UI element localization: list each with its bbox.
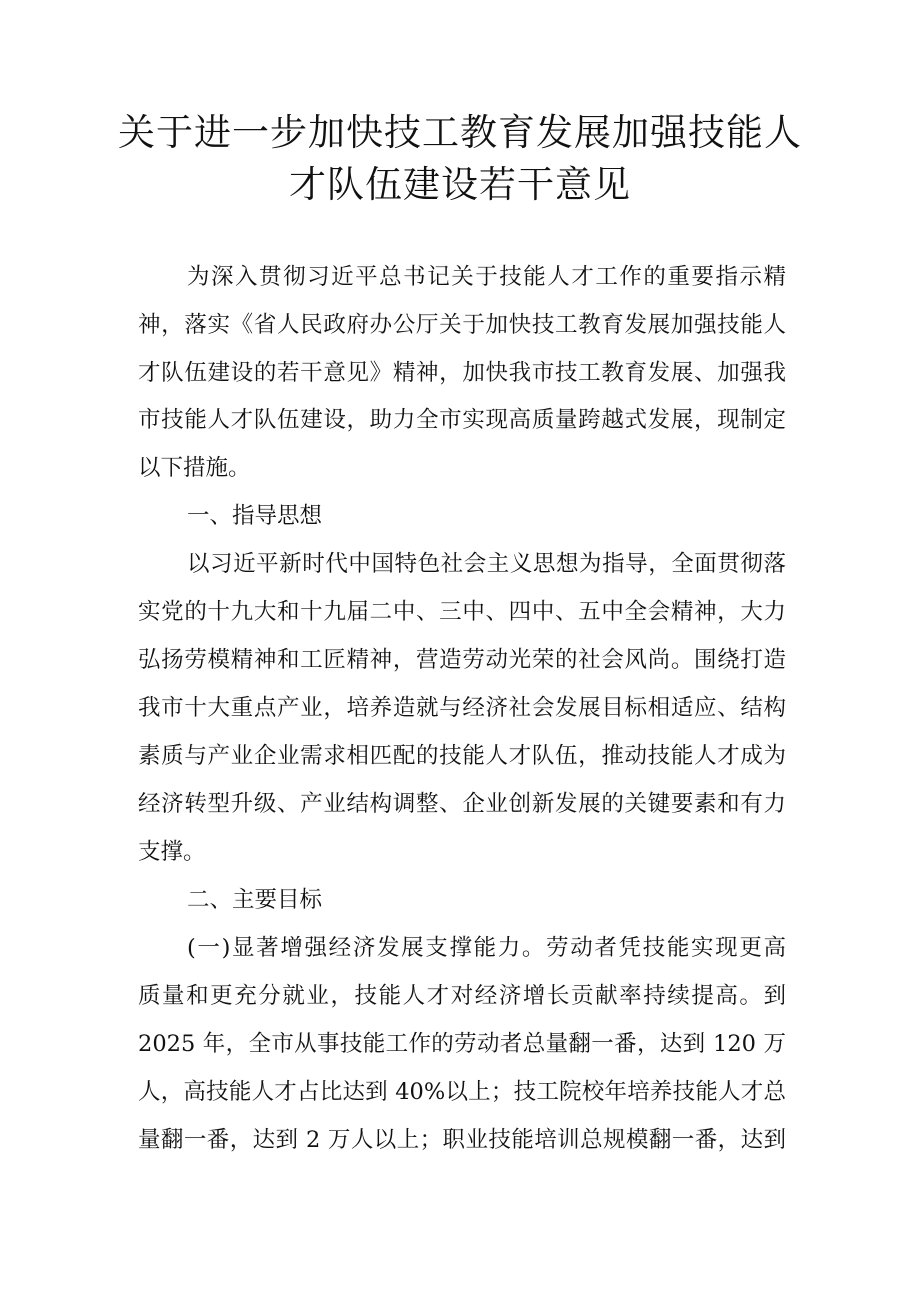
section-heading-guiding-ideology: 一、指导思想 (187, 503, 323, 529)
paragraph-line: 经济转型升级、产业结构调整、企业创新发展的关键要素和有力 (138, 791, 786, 817)
paragraph-line: 以下措施。 (138, 455, 251, 481)
paragraph-line: 弘扬劳模精神和工匠精神，营造劳动光荣的社会风尚。围绕打造 (138, 647, 786, 673)
paragraph-line: 素质与产业企业需求相匹配的技能人才队伍，推动技能人才成为 (138, 743, 786, 769)
section-heading-main-goals: 二、主要目标 (187, 887, 323, 913)
paragraph-line: 质量和更充分就业，技能人才对经济增长贡献率持续提高。到 (138, 983, 786, 1009)
paragraph-line: 以习近平新时代中国特色社会主义思想为指导，全面贯彻落 (187, 551, 786, 577)
paragraph-line: 才队伍建设的若干意见》精神，加快我市技工教育发展、加强我 (138, 360, 786, 386)
paragraph-line: 神，落实《省人民政府办公厅关于加快技工教育发展加强技能人 (138, 312, 786, 338)
paragraph-line: 为深入贯彻习近平总书记关于技能人才工作的重要指示精 (187, 264, 786, 290)
paragraph-line: 实党的十九大和十九届二中、三中、四中、五中全会精神，大力 (138, 599, 786, 625)
paragraph-line: 市技能人才队伍建设，助力全市实现高质量跨越式发展，现制定 (138, 407, 786, 433)
document-title-line-1: 关于进一步加快技工教育发展加强技能人 (118, 111, 802, 154)
paragraph-line: (一)显著增强经济发展支撑能力。劳动者凭技能实现更高 (187, 935, 786, 961)
paragraph-line: 支撑。 (138, 839, 206, 865)
paragraph-line: 人，高技能人才占比达到 40%以上；技工院校年培养技能人才总 (138, 1079, 786, 1105)
document-title-line-2: 才队伍建设若干意见 (289, 163, 631, 206)
paragraph-line: 2025 年，全市从事技能工作的劳动者总量翻一番，达到 120 万 (138, 1031, 786, 1057)
paragraph-line: 我市十大重点产业，培养造就与经济社会发展目标相适应、结构 (138, 695, 786, 721)
paragraph-line: 量翻一番，达到 2 万人以上；职业技能培训总规模翻一番，达到 (138, 1127, 786, 1153)
